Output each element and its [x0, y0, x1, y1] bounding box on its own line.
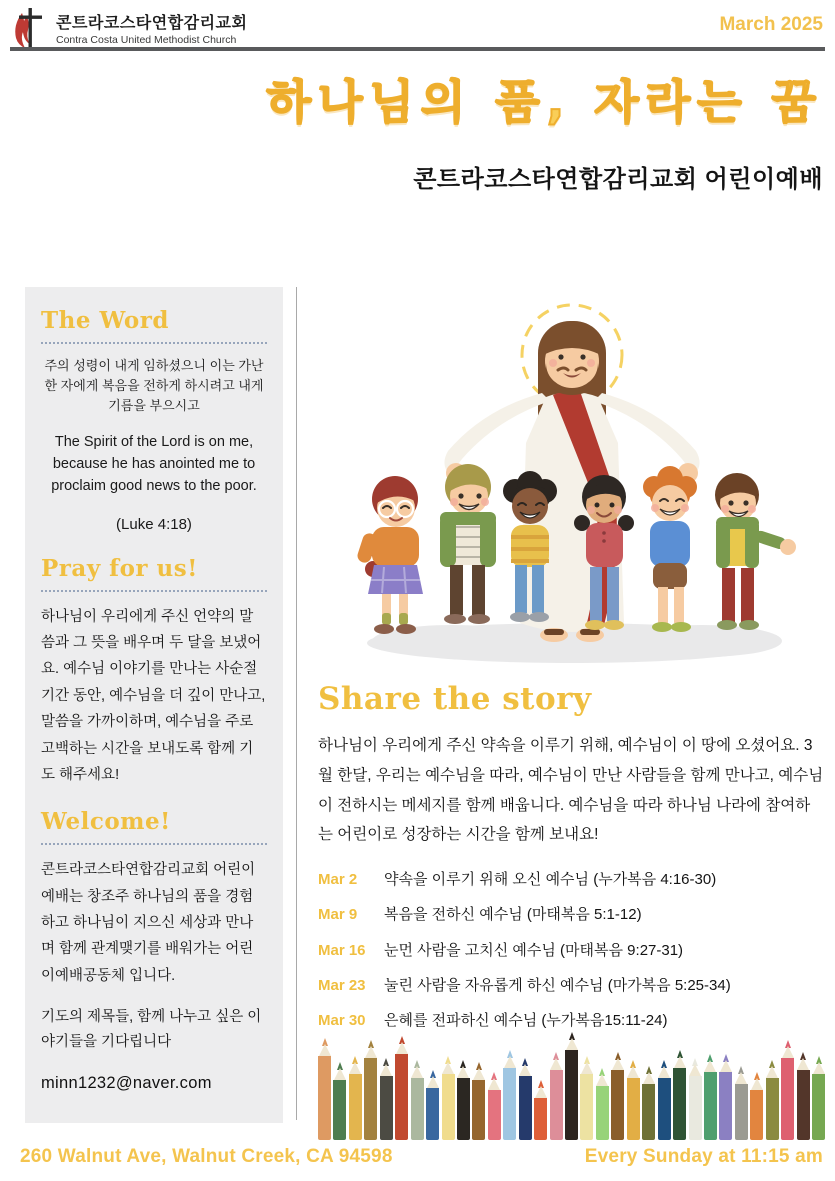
- dotted-divider: [41, 590, 267, 592]
- schedule-title: 약속을 이루기 위해 오신 예수님 (누가복음 4:16-30): [384, 871, 717, 888]
- pencil: [627, 1060, 640, 1140]
- schedule-title: 눌린 사람을 자유롭게 하신 예수님 (마가복음 5:25-34): [384, 976, 731, 994]
- pencil: [812, 1056, 825, 1140]
- pencil: [689, 1058, 702, 1140]
- section-heading-share-story: Share the story: [318, 681, 592, 717]
- pencil: [766, 1060, 779, 1140]
- schedule-date: Mar 2: [318, 871, 358, 888]
- pencil: [596, 1068, 609, 1140]
- pencil: [534, 1080, 547, 1140]
- schedule-row: [318, 905, 825, 925]
- schedule-row: [318, 870, 825, 890]
- pencil: [781, 1040, 794, 1140]
- colored-pencils-illustration: [318, 1046, 825, 1140]
- schedule-date: Mar 9: [318, 906, 358, 924]
- schedule-row: [318, 941, 825, 961]
- pencil: [472, 1062, 485, 1140]
- pencil: [673, 1050, 686, 1140]
- pencil: [411, 1060, 424, 1140]
- header-divider: [10, 47, 825, 51]
- pencil: [333, 1062, 346, 1140]
- verse-english: The Spirit of the Lord is on me, because he has anointed me to proclaim good news to the poor.: [51, 434, 257, 494]
- pencil: [750, 1072, 763, 1140]
- section-heading-the-word: The Word: [41, 307, 169, 334]
- pencil: [797, 1052, 810, 1140]
- newsletter-title: 하나님의 품, 자라는 꿈: [266, 75, 823, 129]
- pencil: [658, 1060, 671, 1140]
- schedule-date: Mar 16: [318, 941, 366, 959]
- verse-reference: (Luke 4:18): [116, 515, 192, 533]
- pencil: [442, 1056, 455, 1140]
- pencil: [426, 1070, 439, 1140]
- issue-date: March 2025: [719, 14, 823, 35]
- pencil: [611, 1052, 624, 1140]
- pencil: [364, 1040, 377, 1140]
- masthead: [267, 76, 823, 194]
- pencil: [550, 1052, 563, 1140]
- pencil: [395, 1036, 408, 1140]
- pencil: [642, 1066, 655, 1140]
- pencil: [735, 1066, 748, 1140]
- main-content: [318, 287, 825, 1140]
- footer-service-time: Every Sunday at 11:15 am: [584, 1146, 823, 1167]
- pencil: [503, 1050, 516, 1140]
- schedule-row: [318, 1011, 825, 1031]
- column-divider: [296, 287, 297, 1120]
- jesus-with-children-illustration: [328, 291, 816, 667]
- pencil: [704, 1054, 717, 1140]
- pray-body: 하나님이 우리에게 주신 언약의 말씀과 그 뜻을 배우며 두 달을 보냈어요. 예수님 이야기를 만나는 사순절 기간 동안, 예수님을 더 깊이 만나고, 말씀을 가까이하며, 예수님을 주로 고백하는 시간을 보내도록 함께 기도 해주세요!: [41, 608, 266, 783]
- dotted-divider: [41, 843, 267, 845]
- sidebar: [25, 287, 283, 1123]
- pencil: [580, 1056, 593, 1140]
- pencil: [565, 1032, 578, 1140]
- pencil: [719, 1054, 732, 1140]
- footer: [20, 1146, 823, 1168]
- pencil: [380, 1058, 393, 1140]
- schedule-date: Mar 23: [318, 976, 366, 994]
- schedule-title: 눈먼 사람을 고치신 예수님 (마태복음 9:27-31): [384, 941, 684, 959]
- newsletter-subtitle: 콘트라코스타연합감리교회 어린이예배: [413, 165, 823, 193]
- pencil: [488, 1072, 501, 1140]
- footer-address: 260 Walnut Ave, Walnut Creek, CA 94598: [20, 1146, 393, 1167]
- pencil: [318, 1038, 331, 1140]
- schedule-row: [318, 976, 825, 996]
- pencil: [519, 1058, 532, 1140]
- welcome-body: 콘트라코스타연합감리교회 어린이예배는 창조주 하나님의 품을 경험하고 하나님이 지으신 세상과 만나며 함께 관계맺기를 배워가는 어린이예배공동체 입니다.: [41, 862, 256, 984]
- welcome-invitation: 기도의 제목들, 함께 나누고 싶은 이야기들을 기다립니다: [41, 1009, 262, 1050]
- section-heading-pray: Pray for us!: [41, 554, 198, 582]
- schedule-date: Mar 30: [318, 1012, 366, 1029]
- schedule-title: 은혜를 전파하신 예수님 (누가복음15:11-24): [384, 1012, 668, 1029]
- church-name-korean: 콘트라코스타연합감리교회: [56, 15, 248, 33]
- dotted-divider: [41, 342, 267, 344]
- schedule-title: 복음을 전하신 예수님 (마태복음 5:1-12): [384, 906, 642, 924]
- pencil: [349, 1056, 362, 1140]
- march-schedule: [318, 870, 825, 1031]
- contact-email: minn1232@naver.com: [41, 1074, 212, 1093]
- pencil: [457, 1060, 470, 1140]
- church-name-english: Contra Costa United Methodist Church: [56, 33, 237, 46]
- story-body: 하나님이 우리에게 주신 약속을 이루기 위해, 예수님이 이 땅에 오셨어요. 3월 한달, 우리는 예수님을 따라, 예수님이 만난 사람들을 함께 만나고, 예수님이 전하시는 메세지를 함께 배웁니다. 예수님을 따라 하나님 나라에 참여하는 어린이로 성장하는 시간을 함께 보내요!: [318, 737, 824, 844]
- section-heading-welcome: Welcome!: [41, 808, 171, 836]
- verse-korean: 주의 성령이 내게 임하셨으니 이는 가난한 자에게 복음을 전하게 하시려고 내게 기름을 부으시고: [44, 358, 264, 414]
